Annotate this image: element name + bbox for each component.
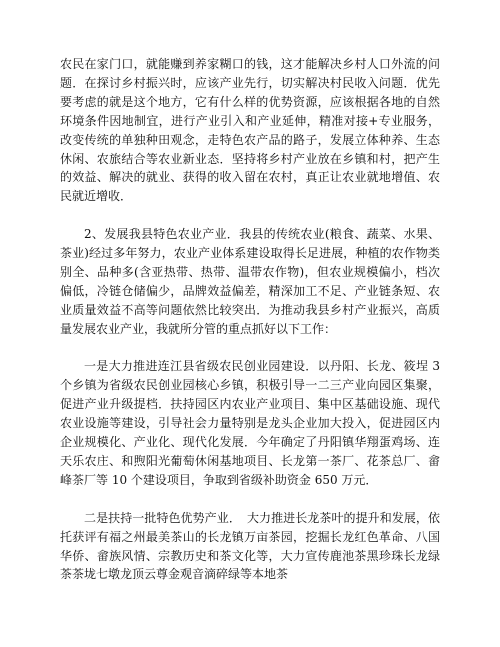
paragraph-special-agriculture: 2、发展我县特色农业产业．我县的传统农业(粮食、蔬菜、水果、茶业)经过多年努力，农业产业体系建设取得长足进展，种植的农作物类别全、品种多(含亚热带、热带、温带农作物)，但农业规模偏小，档次偏低，冷链仓储偏少，品牌效益偏差，精深加工不足、产业链条短、农业质量效益不高等问题依然比较突出．为推动我县乡村产业振兴，高质量发展农业产业，我就所分管的重点抓好以下工作：	[60, 227, 440, 336]
paragraph-rural-industry: 农民在家门口，就能赚到养家糊口的钱，这才能解决乡村人口外流的问题．在探讨乡村振兴时，应该产业先行，切实解决村民收入问题．优先要考虑的就是这个地方，它有什么样的优势资源，应该根据各地的自然环境条件因地制宜，进行产业引入和产业延伸，精准对接+专业服务，改变传统的单独种田观念，走特色农产品的路子，发展立体种养、生态休闲、农旅结合等农业新业态．坚持将乡村产业放在乡镇和村，把产生的效益、解决的就业、获得的收入留在农村，真正让农业就地增值、农民就近增收．	[60, 57, 440, 204]
paragraph-advantage-industries: 二是扶持一批特色优势产业． 大力推进长龙茶叶的提升和发展，依托获评有福之州最美茶山的长龙镇万亩茶园，挖掘长龙红色革命、八国华侨、畲族风情、宗教历史和茶文化等，大力宣传鹿池茶黑珍珠长龙绿茶茶垅七墩龙顶云尊金观音滴碎绿等本地茶	[60, 510, 440, 582]
paragraph-entrepreneurship-park: 一是大力推进连江县省级农民创业园建设．以丹阳、长龙、筱埕 3 个乡镇为省级农民创业园核心乡镇，积极引导一二三产业向园区集聚，促进产业升级提档．扶持园区内农业产业项目、集中区基础设施、现代农业设施等建设，引导社会力量特别是龙头企业加大投入，促进园区内企业规模化、产业化、现代化发展．今年确定了丹阳镇华翔蛋鸡场、连天乐农庄、和煦阳光葡萄休闲基地项目、长龙第一茶厂、花茶总厂、畲峰茶厂等 10 个建设项目，争取到省级补助资金 650 万元．	[60, 359, 440, 487]
document-page	[60, 55, 440, 584]
